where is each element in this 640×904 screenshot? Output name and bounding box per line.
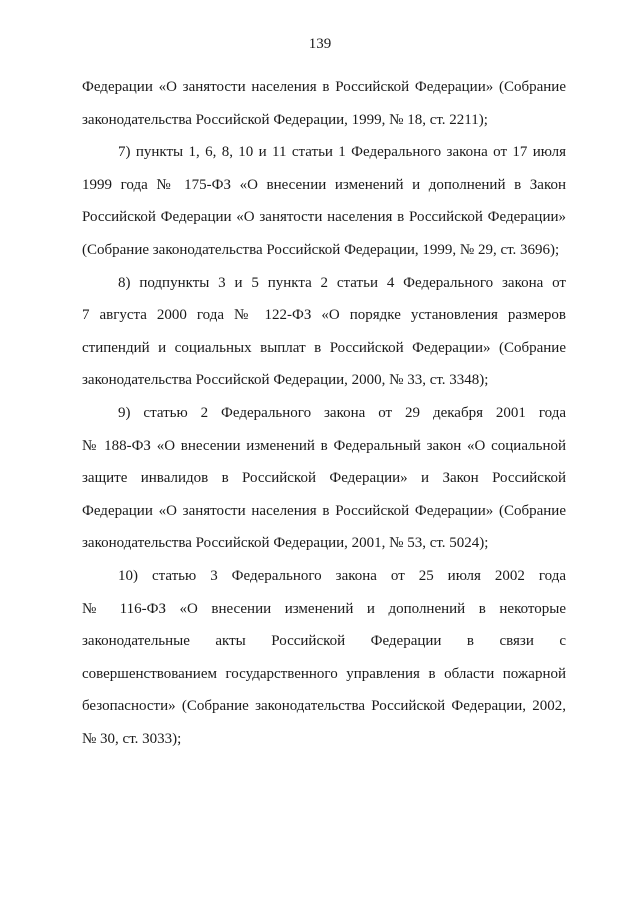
text-line: № 188-ФЗ «О внесении изменений в Федеральный закон «О социальной xyxy=(82,437,566,454)
list-item-10-first-line: 10) статью 3 Федерального закона от 25 июля 2002 года xyxy=(118,567,566,584)
list-item-9-first-line: 9) статью 2 Федерального закона от 29 декабря 2001 года xyxy=(118,404,566,421)
text-line: законодательства Российской Федерации, 2001, № 53, ст. 5024); xyxy=(82,535,489,552)
text-line: Российской Федерации «О занятости населения в Российской Федерации» xyxy=(82,209,566,226)
text-line: совершенствованием государственного управления в области пожарной xyxy=(82,665,566,682)
text-line: № 30, ст. 3033); xyxy=(82,730,182,747)
list-item-7-first-line: 7) пункты 1, 6, 8, 10 и 11 статьи 1 Федерального закона от 17 июля xyxy=(118,144,566,161)
text-line: 1999 года № 175-ФЗ «О внесении изменений и дополнений в Закон xyxy=(82,176,566,193)
text-line: стипендий и социальных выплат в Российской Федерации» (Собрание xyxy=(82,339,566,356)
list-item-8-first-line: 8) подпункты 3 и 5 пункта 2 статьи 4 Федерального закона от xyxy=(118,274,566,291)
page-number: 139 xyxy=(308,36,332,52)
text-line: законодательства Российской Федерации, 2000, № 33, ст. 3348); xyxy=(82,372,489,389)
text-line: 7 августа 2000 года № 122-ФЗ «О порядке установления размеров xyxy=(82,307,566,324)
text-line: безопасности» (Собрание законодательства Российской Федерации, 2002, xyxy=(82,698,566,715)
text-line: законодательства Российской Федерации, 1999, № 18, ст. 2211); xyxy=(82,111,488,128)
text-line: (Собрание законодательства Российской Федерации, 1999, № 29, ст. 3696); xyxy=(82,241,560,258)
text-line: № 116-ФЗ «О внесении изменений и дополнений в некоторые xyxy=(82,600,566,617)
text-line: Федерации «О занятости населения в Российской Федерации» (Собрание xyxy=(82,502,566,519)
text-line: законодательные акты Российской Федерации в связи с xyxy=(82,633,566,650)
text-line: Федерации «О занятости населения в Российской Федерации» (Собрание xyxy=(82,79,566,95)
document-body xyxy=(82,71,566,755)
text-line: защите инвалидов в Российской Федерации» и Закон Российской xyxy=(82,470,566,487)
